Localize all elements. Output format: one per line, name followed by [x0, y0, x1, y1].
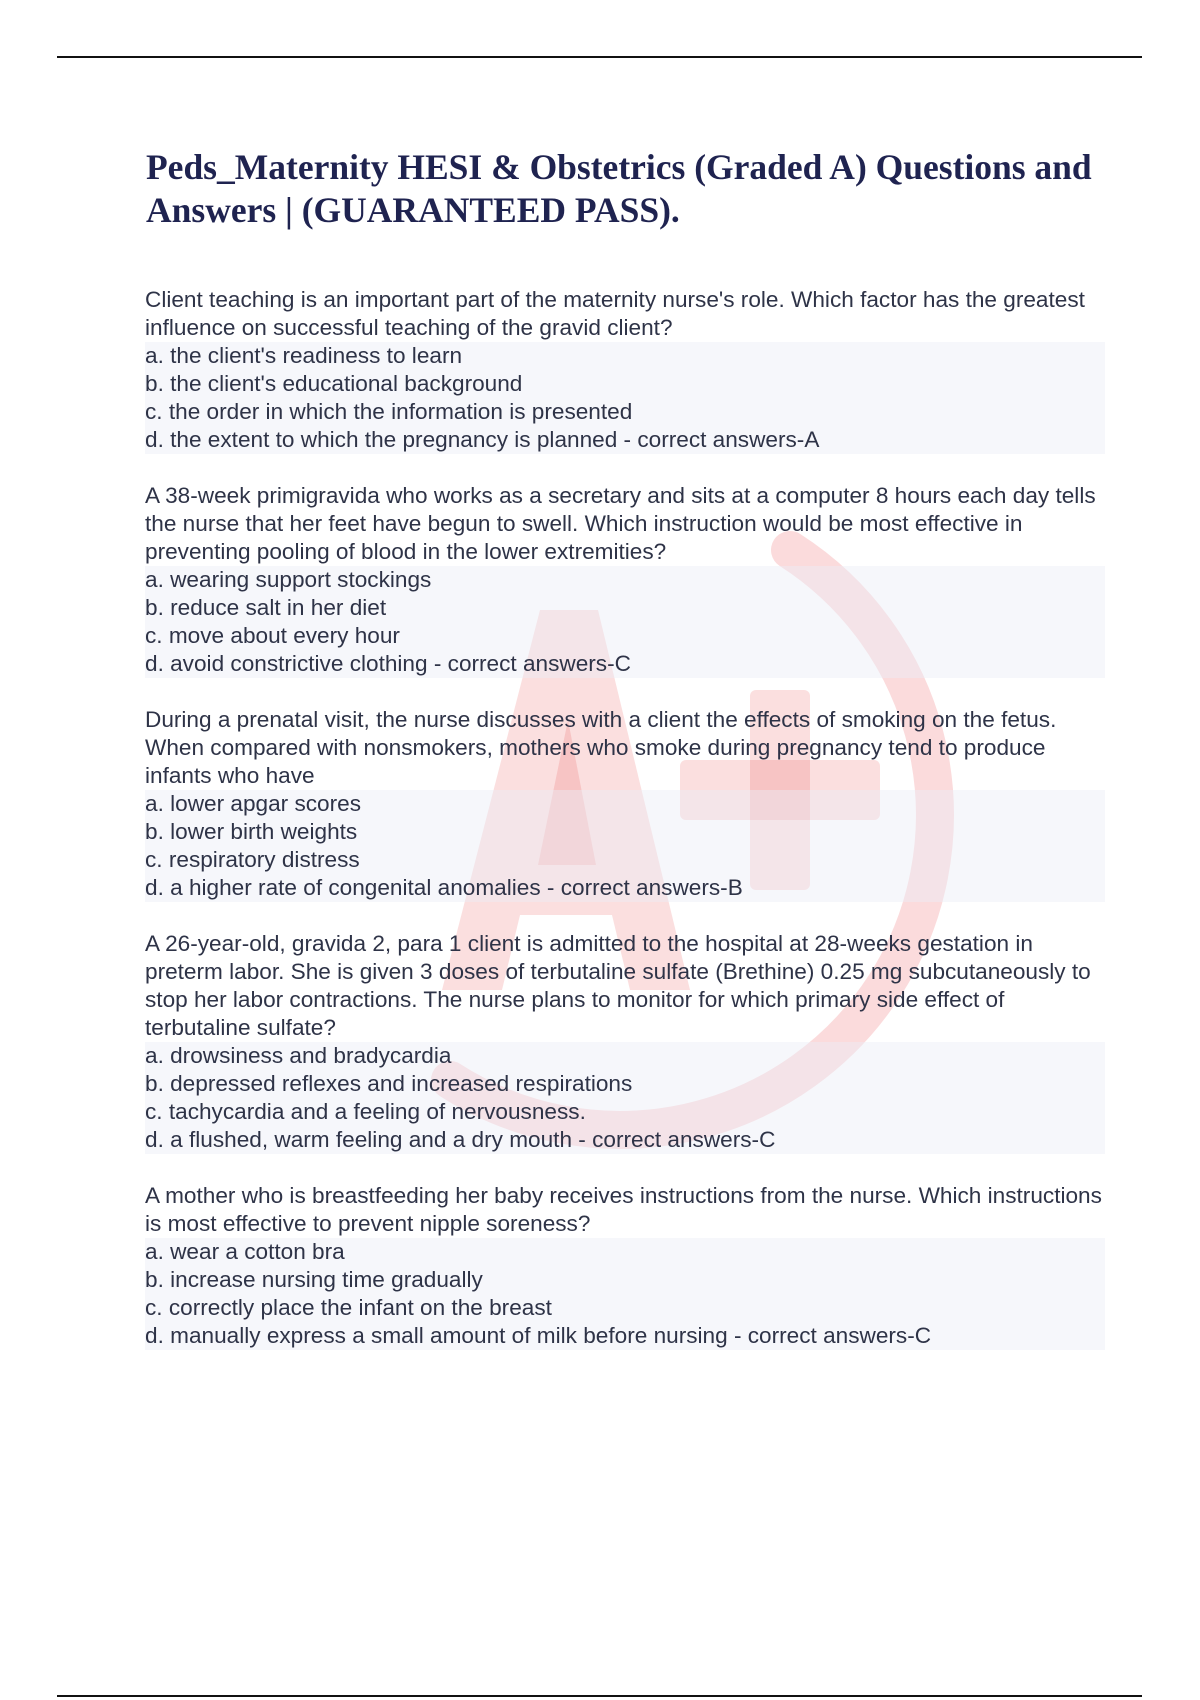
- top-rule: [57, 56, 1142, 58]
- question-stem: During a prenatal visit, the nurse discusses with a client the effects of smoking on the fetus. When compared with nonsmokers, mothers who smoke during pregnancy tend to produce infants who have: [145, 707, 1057, 788]
- answer-option: b. increase nursing time gradually: [145, 1266, 1105, 1294]
- answer-option: c. respiratory distress: [145, 846, 1105, 874]
- answer-option: d. the extent to which the pregnancy is planned - correct answers-A: [145, 426, 1105, 454]
- answer-option: d. manually express a small amount of milk before nursing - correct answers-C: [145, 1322, 1105, 1350]
- answer-option: d. a flushed, warm feeling and a dry mouth - correct answers-C: [145, 1126, 1105, 1154]
- question-list: [145, 286, 1105, 1378]
- answer-option: a. drowsiness and bradycardia: [145, 1042, 1105, 1070]
- answer-option: a. wearing support stockings: [145, 566, 1105, 594]
- answer-option: a. the client's readiness to learn: [145, 342, 1105, 370]
- answer-option: c. move about every hour: [145, 622, 1105, 650]
- answer-option: c. the order in which the information is presented: [145, 398, 1105, 426]
- answer-option: b. the client's educational background: [145, 370, 1105, 398]
- question-stem: A mother who is breastfeeding her baby receives instructions from the nurse. Which instructions is most effective to prevent nipple soreness?: [145, 1183, 1102, 1236]
- bottom-rule: [57, 1695, 1142, 1697]
- answer-option: d. avoid constrictive clothing - correct answers-C: [145, 650, 1105, 678]
- answer-option: c. correctly place the infant on the breast: [145, 1294, 1105, 1322]
- question-item: [145, 706, 1105, 902]
- question-stem: Client teaching is an important part of the maternity nurse's role. Which factor has the greatest influence on successful teaching of the gravid client?: [145, 287, 1085, 340]
- question-item: [145, 1182, 1105, 1350]
- answer-option: c. tachycardia and a feeling of nervousness.: [145, 1098, 1105, 1126]
- question-item: [145, 482, 1105, 678]
- answer-option: b. lower birth weights: [145, 818, 1105, 846]
- question-item: [145, 930, 1105, 1154]
- answer-option: b. reduce salt in her diet: [145, 594, 1105, 622]
- answer-option: d. a higher rate of congenital anomalies - correct answers-B: [145, 874, 1105, 902]
- answer-option: a. wear a cotton bra: [145, 1238, 1105, 1266]
- answer-option: a. lower apgar scores: [145, 790, 1105, 818]
- answer-option: b. depressed reflexes and increased respirations: [145, 1070, 1105, 1098]
- document-title: Peds_Maternity HESI & Obstetrics (Graded A) Questions and Answers | (GUARANTEED PASS).: [146, 147, 1092, 230]
- question-stem: A 38-week primigravida who works as a secretary and sits at a computer 8 hours each day tells the nurse that her feet have begun to swell. Which instruction would be most effective in preventing pooling of blood in the lower extremities?: [145, 483, 1096, 564]
- question-stem: A 26-year-old, gravida 2, para 1 client is admitted to the hospital at 28-weeks gestation in preterm labor. She is given 3 doses of terbutaline sulfate (Brethine) 0.25 mg subcutaneously to stop her labor contractions. The nurse plans to monitor for which primary side effect of terbutaline sulfate?: [145, 931, 1091, 1040]
- question-item: [145, 286, 1105, 454]
